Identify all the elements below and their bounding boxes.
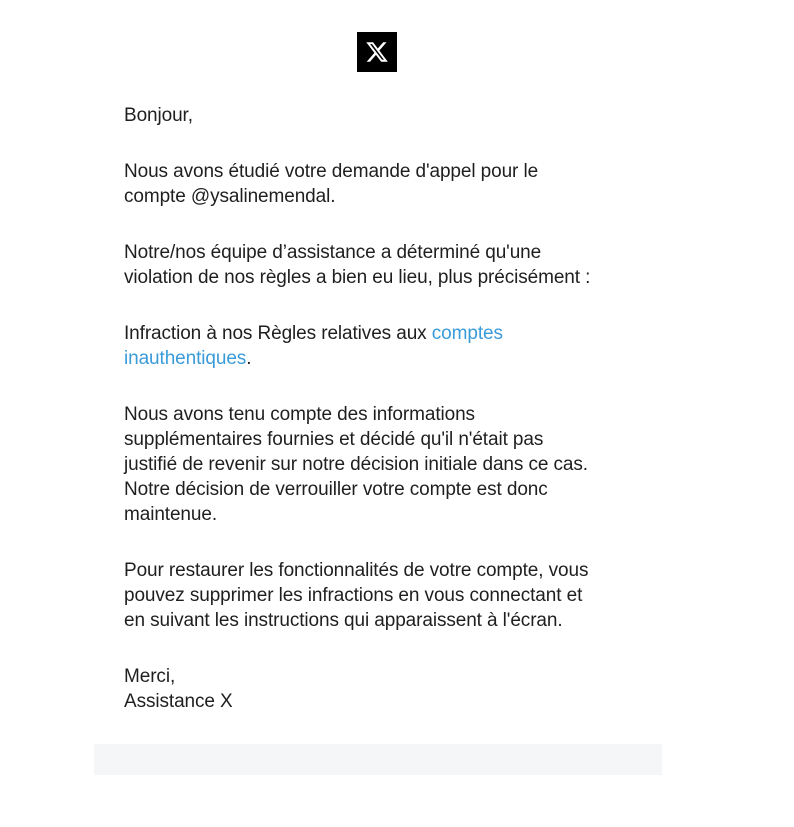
text-line: Nous avons étudié votre demande d'appel pour le (124, 161, 539, 182)
paragraph-violation (124, 240, 644, 290)
text-line: pouvez supprimer les infractions en vous connectant et (124, 585, 583, 606)
text-line: violation de nos règles a bien eu lieu, plus précisément : (124, 267, 591, 288)
paragraph-infraction (124, 321, 644, 371)
infraction-suffix: . (246, 348, 252, 369)
signoff-thanks: Merci, (124, 666, 176, 687)
text-line (124, 346, 644, 371)
x-logo-icon (365, 40, 389, 64)
paragraph-appeal-reviewed (124, 159, 644, 209)
paragraph-decision (124, 402, 644, 527)
text-line: supplémentaires fournies et décidé qu'il n'était pas (124, 429, 544, 450)
signoff-signature: Assistance X (124, 691, 233, 712)
signoff (124, 664, 644, 714)
text-line: Nous avons tenu compte des informations (124, 404, 475, 425)
text-line: en suivant les instructions qui apparaissent à l'écran. (124, 610, 563, 631)
inauthentic-accounts-link[interactable]: comptes (431, 323, 503, 344)
greeting (124, 103, 644, 128)
email-content (124, 103, 644, 714)
text-line: justifié de revenir sur notre décision initiale dans ce cas. (124, 454, 588, 475)
inauthentic-accounts-link-cont[interactable]: inauthentiques (124, 348, 247, 369)
text-line: Notre/nos équipe d’assistance a déterminé qu'une (124, 242, 542, 263)
infraction-prefix: Infraction à nos Règles relatives aux (124, 323, 432, 344)
text-line: maintenue. (124, 504, 218, 525)
greeting-text: Bonjour, (124, 105, 193, 126)
x-logo (357, 32, 397, 72)
text-line: Notre décision de verrouiller votre compte est donc (124, 479, 548, 500)
paragraph-restore (124, 558, 644, 633)
email-footer (94, 744, 662, 775)
text-line: Pour restaurer les fonctionnalités de votre compte, vous (124, 560, 589, 581)
text-line (124, 321, 644, 346)
text-line: compte @ysalinemendal. (124, 186, 336, 207)
